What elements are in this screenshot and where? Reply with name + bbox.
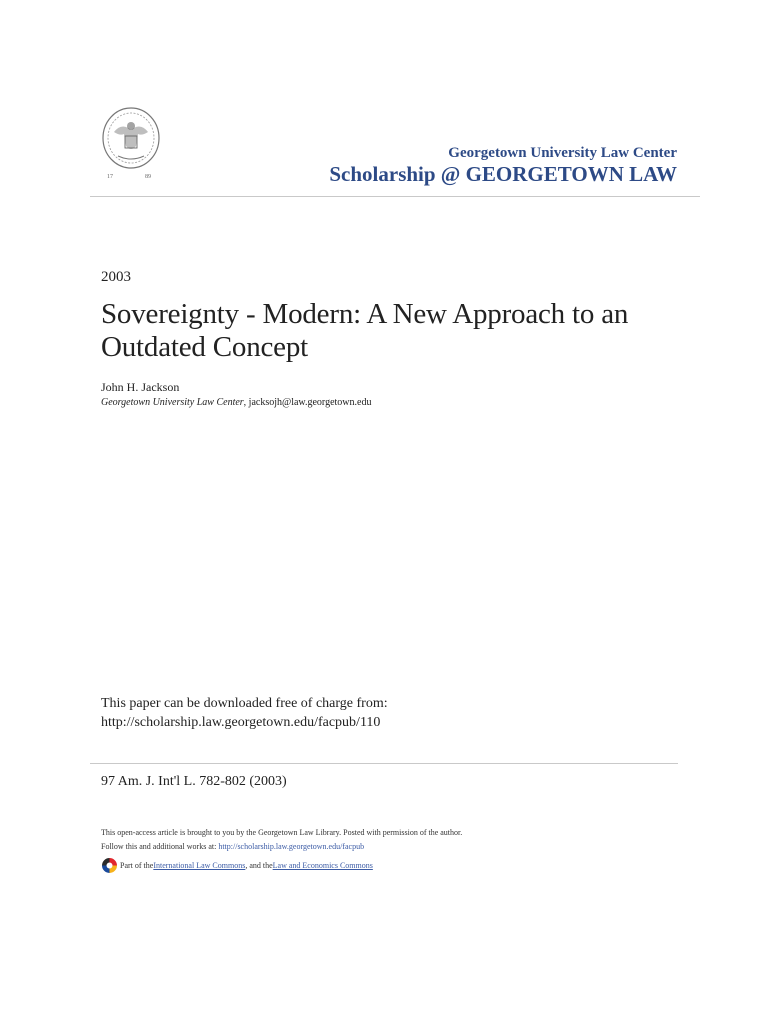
publication-year: 2003 xyxy=(101,269,131,285)
citation-divider xyxy=(90,763,678,764)
law-economics-commons-link[interactable]: Law and Economics Commons xyxy=(272,861,373,870)
bepress-logo-icon xyxy=(101,857,118,874)
open-access-notice: This open-access article is brought to you by the Georgetown Law Library. Posted with permission of the author. xyxy=(101,828,463,837)
seal-year-right: 89 xyxy=(145,174,151,180)
author-name: John H. Jackson xyxy=(101,380,180,394)
institution-name: Georgetown University Law Center xyxy=(448,145,677,161)
paper-title: Sovereignty - Modern: A New Approach to an Outdated Concept xyxy=(101,298,629,363)
repository-name[interactable]: Scholarship @ GEORGETOWN LAW xyxy=(329,162,677,186)
download-notice xyxy=(101,694,388,732)
commons-line xyxy=(101,857,373,874)
international-law-commons-link[interactable]: International Law Commons xyxy=(153,861,246,870)
follow-link[interactable]: http://scholarship.law.georgetown.edu/facpub xyxy=(218,842,365,851)
footer-notice xyxy=(101,826,462,854)
seal-year-left: 17 xyxy=(107,174,113,180)
and-text: , and the xyxy=(245,861,273,870)
georgetown-seal-icon xyxy=(100,106,162,182)
download-text: This paper can be downloaded free of charge from: xyxy=(101,696,388,711)
author-email[interactable]: jacksojh@law.georgetown.edu xyxy=(248,397,372,408)
part-prefix: Part of the xyxy=(120,861,154,870)
repository-header xyxy=(329,145,677,186)
follow-line xyxy=(101,840,462,854)
download-url[interactable]: http://scholarship.law.georgetown.edu/facpub/110 xyxy=(101,715,381,730)
follow-prefix: Follow this and additional works at: xyxy=(101,842,219,851)
header-divider xyxy=(90,196,700,197)
author-affiliation: Georgetown University Law Center, jacksojh@law.georgetown.edu xyxy=(101,397,372,408)
citation: 97 Am. J. Int'l L. 782-802 (2003) xyxy=(101,774,287,789)
affiliation-name: Georgetown University Law Center xyxy=(101,397,244,408)
